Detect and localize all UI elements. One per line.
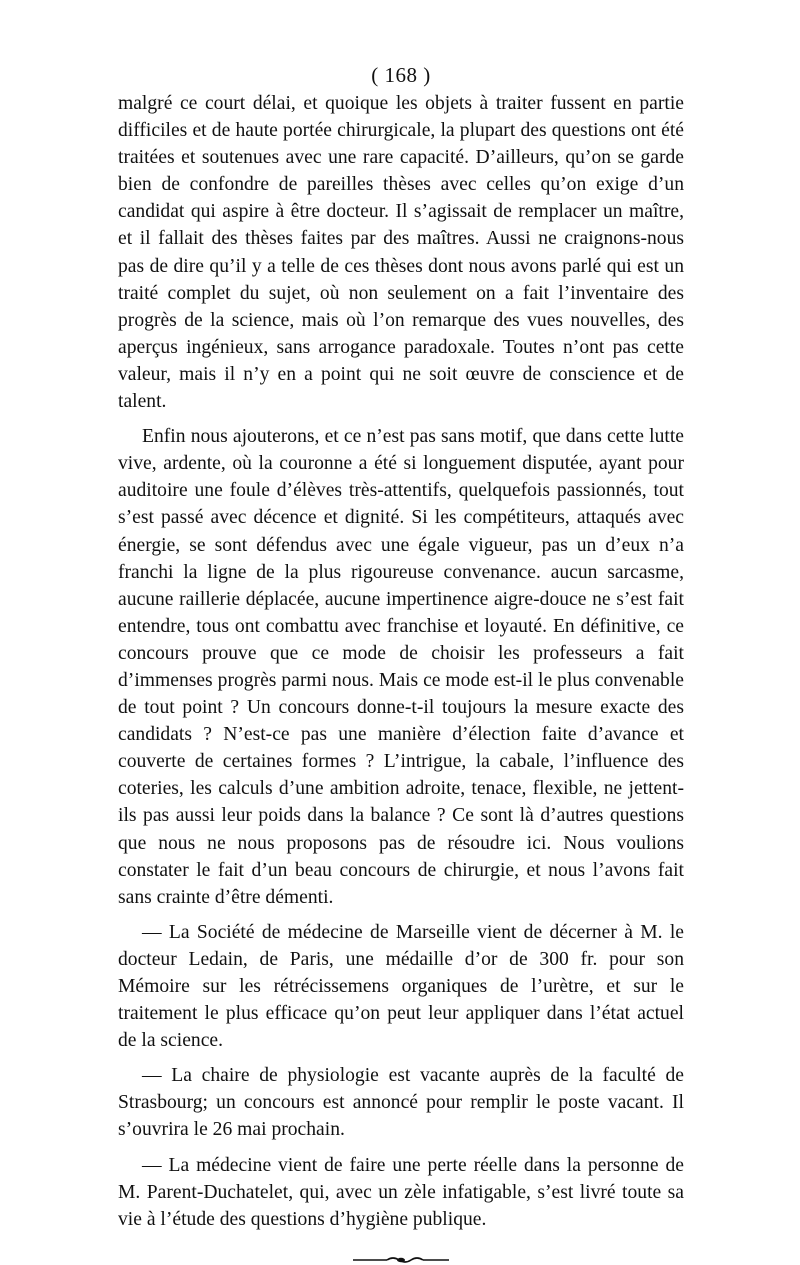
paragraph-strasbourg-chair-vacancy: — La chaire de physiologie est vacante auprès de la faculté de Strasbourg; un concours est annoncé pour remplir le poste vacant. Il s’ouvrira le 26 mai prochain. (118, 1065, 684, 1141)
end-ornament-icon (353, 1255, 449, 1265)
document-page (118, 60, 684, 1265)
paragraph-competition-conduct: Enfin nous ajouterons, et ce n’est pas sans motif, que dans cette lutte vive, ardente, où la couronne a été si longuement disputée, ayant pour auditoire une foule d’élèves très-attentifs, quelquefois passionnés, tout s’est passé avec décence et dignité. Si les compétiteurs, attaqués avec énergie, se sont défendus avec une égale vigueur, pas un d’eux n’a franchi la ligne de la plus rigoureuse convenance. aucun sarcasme, aucune raillerie déplacée, aucune impertinence aigre-douce ne s’est fait entendre, tous ont combattu avec franchise et loyauté. En définitive, ce concours prouve que ce mode de choisir les professeurs a fait d’immenses progrès parmi nous. Mais ce mode est-il le plus convenable de tout point ? Un concours donne-t-il toujours la mesure exacte des candidats ? N’est-ce pas une manière d’élection faite d’avance et couverte de certaines formes ? L’intrigue, la cabale, l’influence des coteries, les calculs d’une ambition adroite, tenace, flexible, ne jettent-ils pas aussi leur poids dans la balance ? Ce sont là d’autres questions que nous ne nous proposons pas de résoudre ici. Nous voulions constater le fait d’un beau concours de chirurgie, et nous l’avons fait sans crainte d’être démenti. (118, 426, 684, 908)
page-number: ( 168 ) (371, 63, 431, 87)
paragraph-thesis-quality: malgré ce court délai, et quoique les objets à traiter fussent en partie difficiles et de haute portée chirurgicale, la plupart des questions ont été traitées et soutenues avec une rare capacité. D’ailleurs, qu’on se garde bien de confondre de pareilles thèses avec celles qu’on exige d’un candidat qui aspire à être docteur. Il s’agissait de remplacer un maître, et il fallait des thèses faites par des maîtres. Aussi ne craignons-nous pas de dire qu’il y a telle de ces thèses dont nous avons parlé qui est un traité complet du sujet, où non seulement on a fait l’inventaire des progrès de la science, mais où l’on remarque des vues nouvelles, des aperçus ingénieux, sans arrogance paradoxale. Toutes n’ont pas cette valeur, mais il n’y en a point qui ne soit œuvre de conscience et de talent. (118, 93, 684, 413)
paragraph-parent-duchatelet-death: — La médecine vient de faire une perte réelle dans la personne de M. Parent-Duchatelet, qui, avec un zèle infatigable, s’est livré toute sa vie à l’étude des questions d’hygiène publique. (118, 1154, 684, 1230)
paragraph-marseille-society-award: — La Société de médecine de Marseille vient de décerner à M. le docteur Ledain, de Paris, une médaille d’or de 300 fr. pour son Mémoire sur les rétrécissemens organiques de l’urètre, et sur le traitement le plus efficace qu’on peut leur appliquer dans l’état actuel de la science. (118, 921, 684, 1052)
